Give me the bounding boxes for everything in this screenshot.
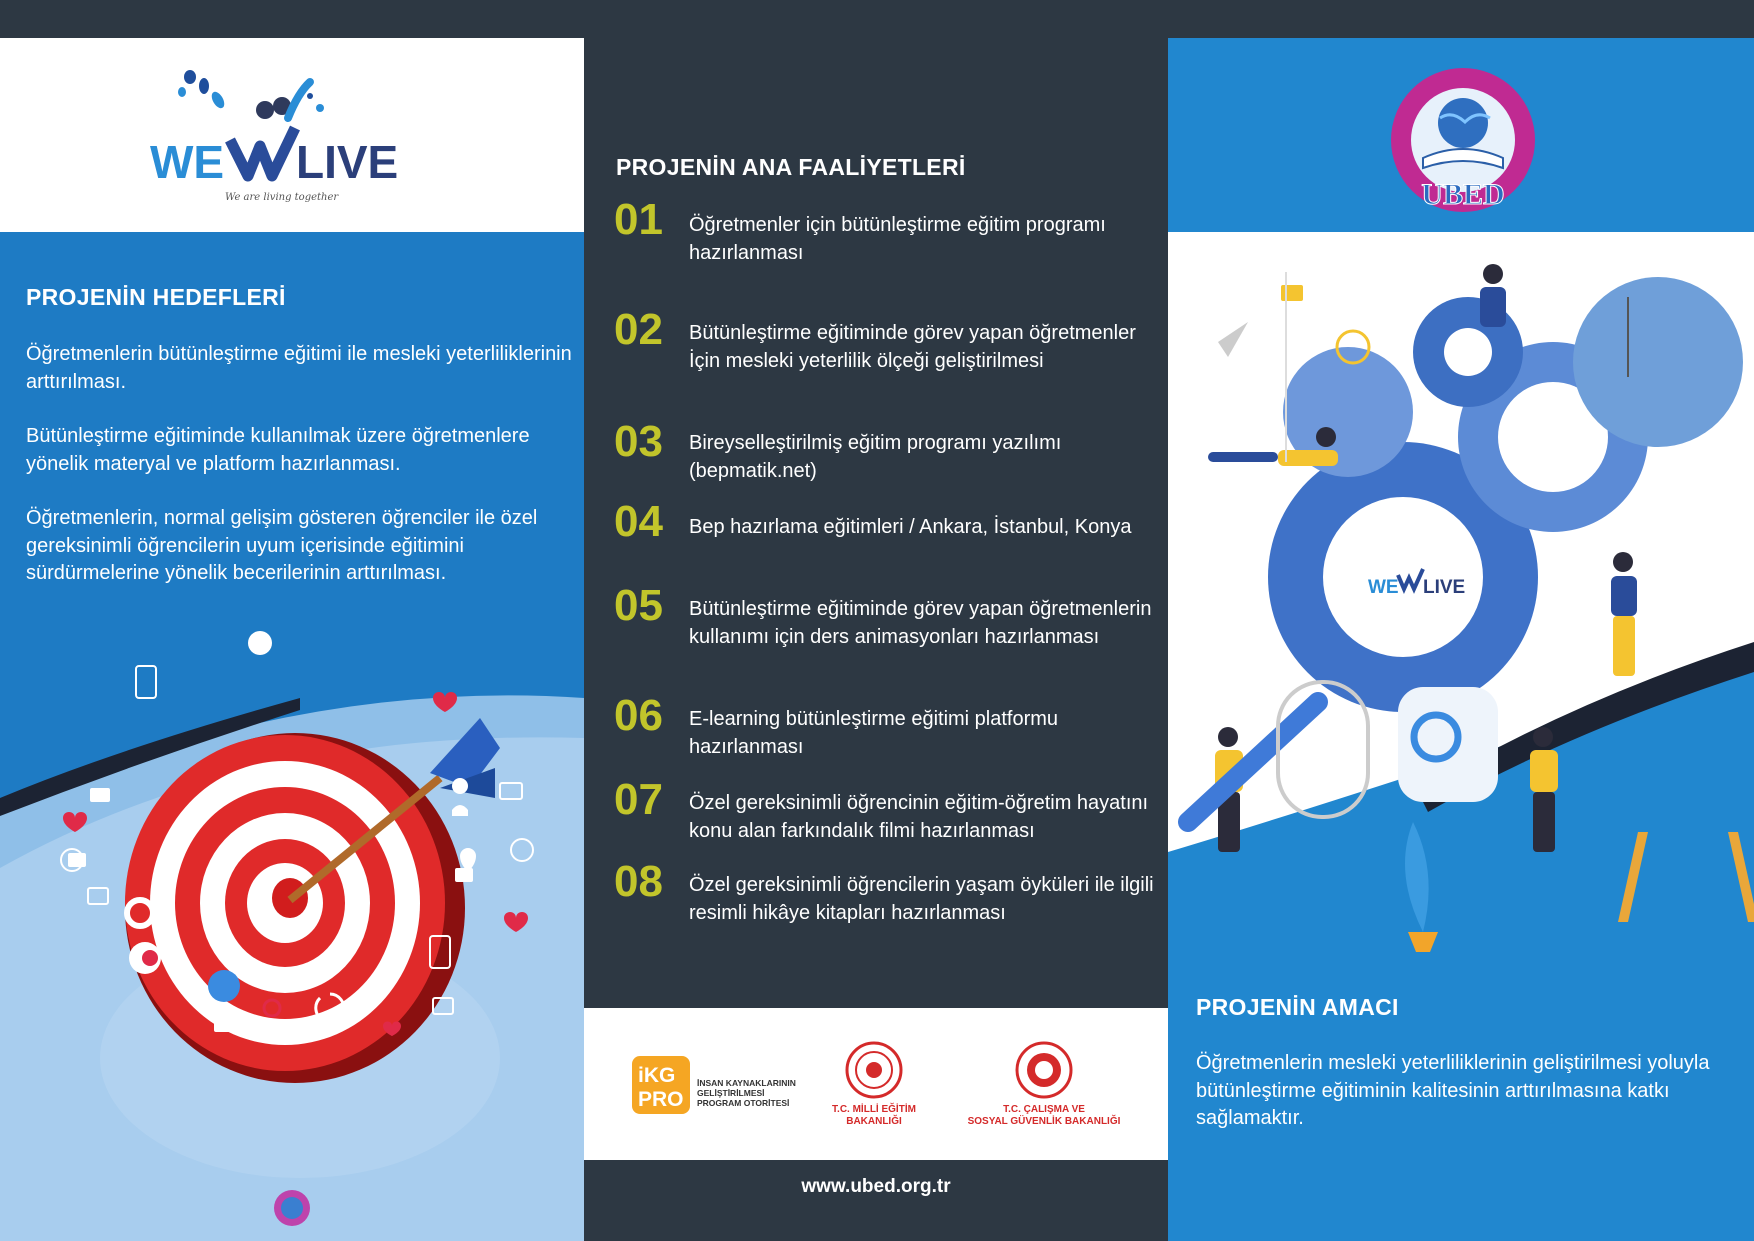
- svg-text:LIVE: LIVE: [1423, 577, 1466, 598]
- svg-text:PROGRAM OTORİTESİ: PROGRAM OTORİTESİ: [697, 1098, 790, 1108]
- dartboard-icon: [125, 733, 465, 1083]
- sponsor-logos: [584, 1008, 1168, 1160]
- activity-text: Özel gereksinimli öğrencinin eğitim-öğretim hayatını konu alan farkındalık filmi hazırlanması: [689, 792, 1149, 842]
- sponsor-logos-svg: [584, 1008, 1168, 1160]
- splash-drops-icon: [178, 70, 324, 119]
- activity-number: 02: [614, 305, 663, 354]
- ubed-text: UBED: [1421, 178, 1505, 211]
- goals-text: [26, 341, 574, 615]
- purpose-title: PROJENİN AMACI: [1196, 994, 1399, 1020]
- top-dark-bar: [0, 0, 1754, 38]
- activity-number: 03: [614, 417, 663, 466]
- goal-paragraph: Bütünleştirme eğitiminde kullanılmak üzere öğretmenlere yönelik materyal ve platform hazırlanması.: [26, 425, 530, 475]
- activity-number: 06: [614, 691, 663, 740]
- ikg-pro-logo: [632, 1056, 796, 1114]
- activity-number: 08: [614, 857, 663, 906]
- activity-text: Bireyselleştirilmiş eğitim programı yazılımı (bepmatik.net): [689, 432, 1062, 482]
- activity-text: E-learning bütünleştirme eğitimi platformu hazırlanması: [689, 708, 1059, 758]
- svg-text:iKG: iKG: [638, 1064, 676, 1087]
- globe-icon: [1438, 98, 1488, 148]
- goal-paragraph: Öğretmenlerin, normal gelişim gösteren öğrenciler ile özel gereksinimli öğrencilerin uyum içerisinde eğitimini sürdürmelerine yönelik becerilerinin arttırılması.: [26, 507, 538, 584]
- activity-number: 05: [614, 581, 663, 630]
- activity-number: 04: [614, 497, 663, 546]
- website-link[interactable]: www.ubed.org.tr: [801, 1176, 951, 1197]
- right-panel: [1168, 38, 1754, 1241]
- activity-text: Bütünleştirme eğitiminde görev yapan öğretmenlerin kullanımı için ders animasyonları hazırlanması: [689, 598, 1152, 648]
- svg-text:SOSYAL GÜVENLİK BAKANLIĞI: SOSYAL GÜVENLİK BAKANLIĞI: [967, 1116, 1121, 1127]
- csgb-logo: [968, 1043, 1121, 1127]
- goals-title: PROJENİN HEDEFLERİ: [26, 284, 286, 310]
- left-panel: [0, 38, 584, 1241]
- svg-text:GELİŞTİRİLMESİ: GELİŞTİRİLMESİ: [697, 1088, 765, 1098]
- wevlive-logo: [150, 68, 430, 218]
- activity-text: Bep hazırlama eğitimleri / Ankara, İstanbul, Konya: [689, 516, 1132, 538]
- logo-we: WE: [150, 136, 225, 188]
- ubed-small-globe: [281, 1197, 303, 1219]
- logo-w-mark: [230, 128, 295, 176]
- logo-tagline: We are living together: [225, 192, 339, 203]
- purpose-text: Öğretmenlerin mesleki yeterliliklerinin geliştirilmesi yoluyla bütünleştirme eğitiminin kalitesinin arttırılmasına katkı sağlamaktır.: [1196, 1052, 1710, 1129]
- activities-title: PROJENİN ANA FAALİYETLERİ: [616, 154, 966, 180]
- goal-paragraph: Öğretmenlerin bütünleştirme eğitimi ile mesleki yeterliliklerinin arttırılması.: [26, 343, 572, 393]
- svg-text:T.C. ÇALIŞMA VE: T.C. ÇALIŞMA VE: [1003, 1104, 1085, 1115]
- activity-text: Özel gereksinimli öğrencilerin yaşam öyküleri ile ilgili resimli hikâye kitapları hazırlanması: [689, 874, 1154, 924]
- wevlive-logo-box: [0, 38, 584, 232]
- svg-text:İNSAN KAYNAKLARININ: İNSAN KAYNAKLARININ: [697, 1078, 796, 1088]
- activity-text: Öğretmenler için bütünleştirme eğitim programı hazırlanması: [689, 214, 1106, 264]
- svg-text:WE: WE: [1368, 577, 1399, 598]
- activity-text: Bütünleştirme eğitiminde görev yapan öğretmenler İçin mesleki yeterlilik ölçeği geliştirilmesi: [689, 322, 1136, 372]
- svg-text:PRO: PRO: [638, 1088, 684, 1111]
- activity-number: 01: [614, 195, 663, 244]
- logo-live: LIVE: [296, 136, 399, 188]
- target-illustration: [0, 638, 584, 1241]
- svg-text:BAKANLIĞI: BAKANLIĞI: [846, 1116, 902, 1127]
- activity-number: 07: [614, 775, 663, 824]
- teamwork-gears-illustration: [1168, 232, 1754, 960]
- meb-logo: [832, 1043, 916, 1127]
- ubed-logo: [1378, 58, 1548, 218]
- middle-panel: [584, 38, 1168, 1241]
- chat-bubble-icon: [1281, 285, 1303, 301]
- svg-text:T.C. MİLLİ EĞİTİM: T.C. MİLLİ EĞİTİM: [832, 1104, 916, 1115]
